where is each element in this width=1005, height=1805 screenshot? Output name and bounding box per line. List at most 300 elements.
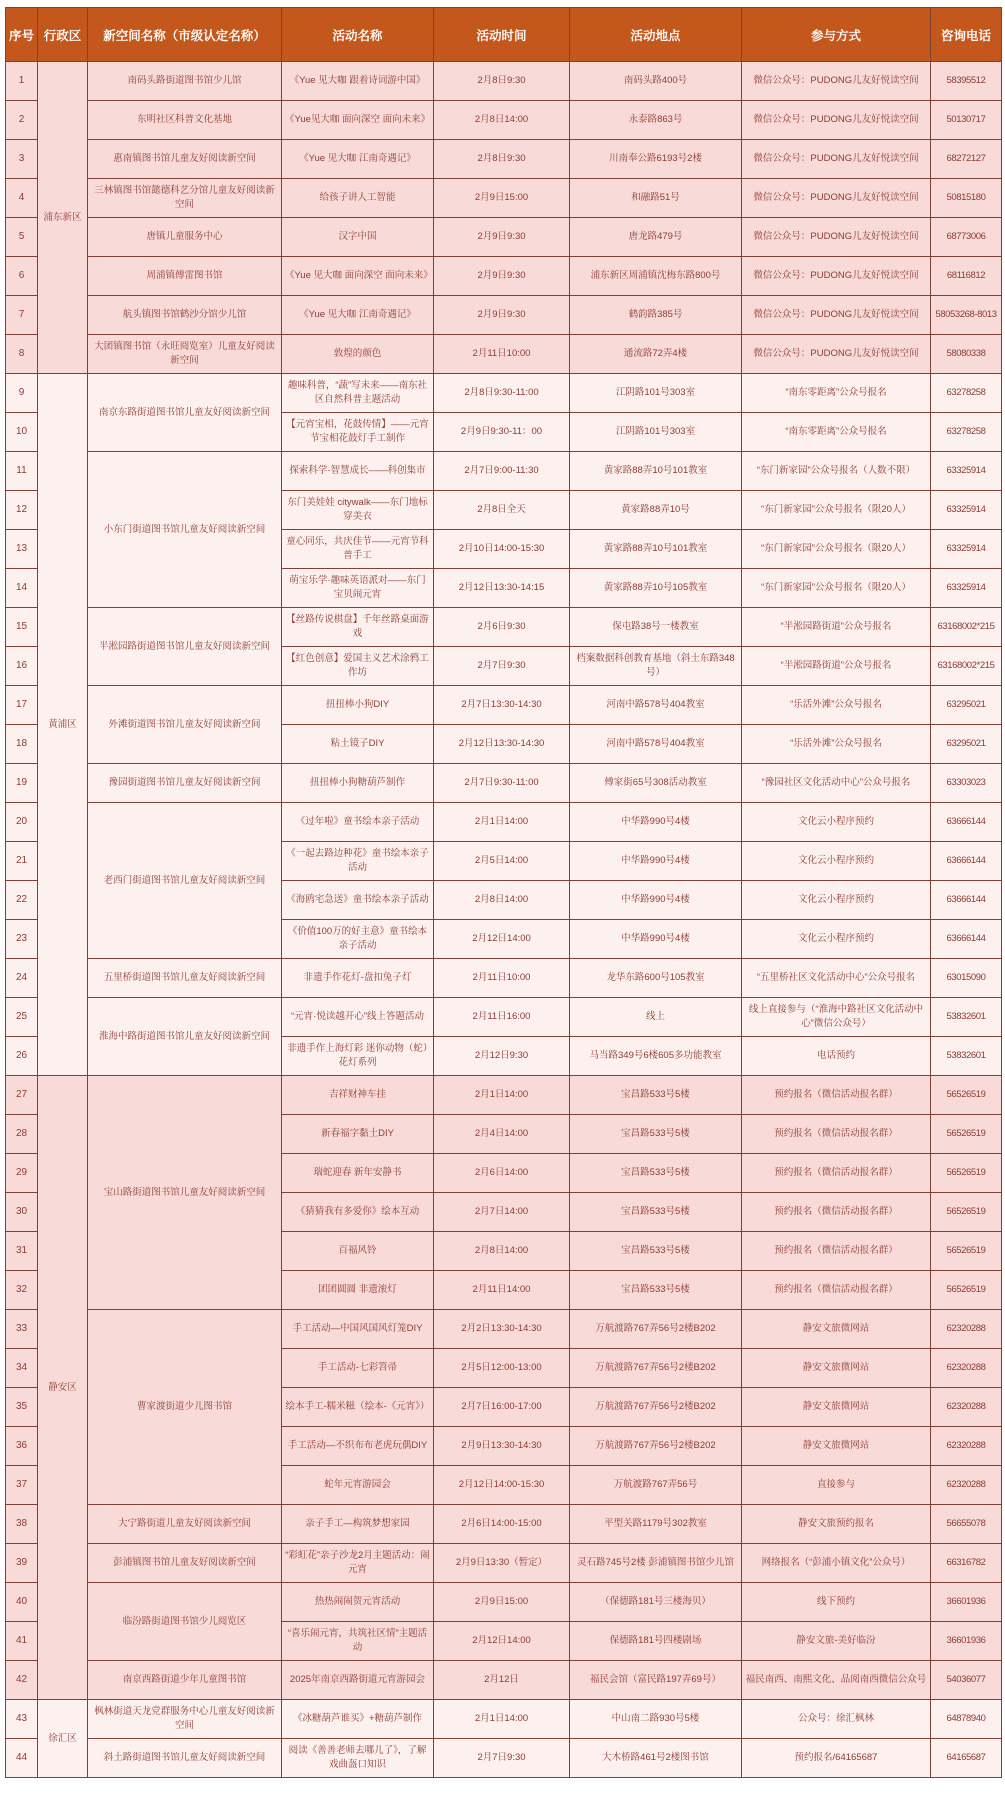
cell-activity-name: 绘本手工-糯米糍（绘本-《元宵》） [282, 1388, 434, 1427]
cell-serial-number: 20 [6, 803, 38, 842]
cell-serial-number: 9 [6, 374, 38, 413]
cell-activity-name: 阅读《善善老师去哪儿了》，了解戏曲盔口知识 [282, 1739, 434, 1778]
header-district: 行政区 [38, 8, 88, 62]
cell-phone: 53832601 [931, 998, 1002, 1037]
cell-participation-method: 直接参与 [742, 1466, 931, 1505]
cell-space-name: 航头镇图书馆鹤沙分馆少儿馆 [88, 296, 282, 335]
cell-activity-time: 2月7日13:30-14:30 [434, 686, 570, 725]
cell-serial-number: 5 [6, 218, 38, 257]
cell-activity-time: 2月1日14:00 [434, 1700, 570, 1739]
cell-activity-name: 萌宝乐学·趣味英语派对——东门宝贝闹元宵 [282, 569, 434, 608]
cell-participation-method: “豫园社区文化活动中心”公众号报名 [742, 764, 931, 803]
cell-space-name: 五里桥街道图书馆儿童友好阅读新空间 [88, 959, 282, 998]
cell-activity-place: 保屯路38号一楼教室 [570, 608, 742, 647]
cell-serial-number: 23 [6, 920, 38, 959]
cell-participation-method: 预约报名（微信活动报名群） [742, 1076, 931, 1115]
cell-activity-time: 2月7日9:30-11:00 [434, 764, 570, 803]
table-row [6, 1544, 1002, 1583]
table-row [6, 62, 1002, 101]
cell-activity-name: 《Yue 见大咖 跟着诗词游中国》 [282, 62, 434, 101]
cell-activity-name: 手工活动-七彩笤帚 [282, 1349, 434, 1388]
cell-participation-method: “乐活外滩”公众号报名 [742, 686, 931, 725]
cell-activity-place: 万航渡路767弄56号2楼B202 [570, 1388, 742, 1427]
cell-space-name: 东明社区科普文化基地 [88, 101, 282, 140]
cell-participation-method: “东门新家园”公众号报名（限20人） [742, 569, 931, 608]
cell-activity-time: 2月9日15:00 [434, 179, 570, 218]
cell-serial-number: 29 [6, 1154, 38, 1193]
cell-serial-number: 31 [6, 1232, 38, 1271]
cell-phone: 56526519 [931, 1271, 1002, 1310]
table-row [6, 1505, 1002, 1544]
cell-serial-number: 13 [6, 530, 38, 569]
cell-activity-place: 福民会馆（富民路197弄69号） [570, 1661, 742, 1700]
cell-serial-number: 11 [6, 452, 38, 491]
cell-phone: 64878940 [931, 1700, 1002, 1739]
cell-activity-time: 2月8日14:00 [434, 1232, 570, 1271]
cell-participation-method: “乐活外滩”公众号报名 [742, 725, 931, 764]
cell-phone: 58080338 [931, 335, 1002, 374]
cell-serial-number: 38 [6, 1505, 38, 1544]
cell-activity-place: 宝昌路533号5楼 [570, 1115, 742, 1154]
cell-activity-place: 和融路51号 [570, 179, 742, 218]
cell-activity-name: 百福风铃 [282, 1232, 434, 1271]
cell-activity-name: 《价值100万的好主意》童书绘本亲子活动 [282, 920, 434, 959]
cell-phone: 53832601 [931, 1037, 1002, 1076]
cell-activity-time: 2月5日12:00-13:00 [434, 1349, 570, 1388]
cell-activity-name: 《一起去路边种花》童书绘本亲子活动 [282, 842, 434, 881]
table-row [6, 1700, 1002, 1739]
cell-activity-name: 扭扭棒小狗糖葫芦制作 [282, 764, 434, 803]
cell-activity-time: 2月1日14:00 [434, 1076, 570, 1115]
cell-activity-name: 瑞蛇迎春 新年安静书 [282, 1154, 434, 1193]
cell-serial-number: 39 [6, 1544, 38, 1583]
cell-phone: 62320288 [931, 1388, 1002, 1427]
cell-serial-number: 24 [6, 959, 38, 998]
cell-activity-place: 中华路990号4楼 [570, 842, 742, 881]
cell-participation-method: 预约报名/64165687 [742, 1739, 931, 1778]
cell-phone: 66316782 [931, 1544, 1002, 1583]
cell-participation-method: 预约报名（微信活动报名群） [742, 1271, 931, 1310]
cell-participation-method: 电话预约 [742, 1037, 931, 1076]
cell-serial-number: 19 [6, 764, 38, 803]
cell-activity-time: 2月9日9:30 [434, 296, 570, 335]
cell-participation-method: 静安文旅微网站 [742, 1349, 931, 1388]
cell-phone: 63325914 [931, 569, 1002, 608]
cell-participation-method: “东门新家园”公众号报名（限20人） [742, 530, 931, 569]
cell-activity-time: 2月8日全天 [434, 491, 570, 530]
cell-activity-place: 大木桥路461号2楼图书馆 [570, 1739, 742, 1778]
cell-participation-method: 微信公众号：PUDONG儿友好悦读空间 [742, 179, 931, 218]
cell-phone: 56655078 [931, 1505, 1002, 1544]
cell-activity-place: 浦东新区周浦镇沈梅东路800号 [570, 257, 742, 296]
cell-participation-method: 静安文旅微网站 [742, 1388, 931, 1427]
cell-activity-name: 敦煌的颜色 [282, 335, 434, 374]
cell-activity-name: 东门美娃娃 citywalk——东门地标穿美衣 [282, 491, 434, 530]
cell-activity-place: 黄家路88弄10号 [570, 491, 742, 530]
cell-activity-place: 黄家路88弄10号105教室 [570, 569, 742, 608]
cell-participation-method: “南东零距离”公众号报名 [742, 374, 931, 413]
cell-participation-method: “东门新家园”公众号报名（人数不限） [742, 452, 931, 491]
cell-activity-name: 《猜猜我有多爱你》绘本互动 [282, 1193, 434, 1232]
cell-space-name: 南码头路街道图书馆少儿馆 [88, 62, 282, 101]
cell-activity-time: 2月12日13:30-14:30 [434, 725, 570, 764]
cell-phone: 63295021 [931, 686, 1002, 725]
cell-activity-place: 宝昌路533号5楼 [570, 1271, 742, 1310]
table-row [6, 1310, 1002, 1349]
cell-participation-method: 微信公众号：PUDONG儿友好悦读空间 [742, 296, 931, 335]
cell-activity-time: 2月11日10:00 [434, 959, 570, 998]
cell-activity-place: 永泰路863号 [570, 101, 742, 140]
cell-activity-place: 中山南二路930号5楼 [570, 1700, 742, 1739]
table-row [6, 257, 1002, 296]
cell-phone: 62320288 [931, 1427, 1002, 1466]
cell-serial-number: 28 [6, 1115, 38, 1154]
cell-serial-number: 43 [6, 1700, 38, 1739]
cell-space-name: 外滩街道图书馆儿童友好阅读新空间 [88, 686, 282, 764]
cell-activity-name: 手工活动—不织布布老虎玩偶DIY [282, 1427, 434, 1466]
cell-participation-method: “半淞园路街道”公众号报名 [742, 647, 931, 686]
children-reading-activities-table [5, 7, 1002, 1778]
cell-serial-number: 41 [6, 1622, 38, 1661]
cell-phone: 68773006 [931, 218, 1002, 257]
cell-activity-name: 扭扭棒小狗DIY [282, 686, 434, 725]
cell-space-name: 枫林街道天龙党群服务中心儿童友好阅读新空间 [88, 1700, 282, 1739]
cell-phone: 56526519 [931, 1193, 1002, 1232]
cell-phone: 63168002*215 [931, 608, 1002, 647]
cell-phone: 63666144 [931, 803, 1002, 842]
cell-phone: 63278258 [931, 374, 1002, 413]
table-header-row [6, 8, 1002, 62]
cell-activity-time: 2月9日13:30（暂定） [434, 1544, 570, 1583]
header-activity-name: 活动名称 [282, 8, 434, 62]
cell-space-name: 淮海中路街道图书馆儿童友好阅读新空间 [88, 998, 282, 1076]
cell-activity-place: 黄家路88弄10号101教室 [570, 452, 742, 491]
cell-space-name: 南京东路街道图书馆儿童友好阅读新空间 [88, 374, 282, 452]
cell-activity-name: 《Yue 见大咖 江南奇遇记》 [282, 140, 434, 179]
cell-participation-method: 预约报名（微信活动报名群） [742, 1232, 931, 1271]
cell-activity-time: 2月12日9:30 [434, 1037, 570, 1076]
cell-space-name: 三林镇图书馆懿德科艺分馆儿童友好阅读新空间 [88, 179, 282, 218]
cell-activity-time: 2月11日10:00 [434, 335, 570, 374]
cell-activity-place: 中华路990号4楼 [570, 803, 742, 842]
cell-activity-time: 2月12日14:00 [434, 920, 570, 959]
cell-activity-time: 2月9日9:30 [434, 257, 570, 296]
cell-serial-number: 14 [6, 569, 38, 608]
cell-activity-time: 2月12日13:30-14:15 [434, 569, 570, 608]
cell-serial-number: 36 [6, 1427, 38, 1466]
table-row [6, 296, 1002, 335]
cell-activity-place: 通流路72弄4楼 [570, 335, 742, 374]
cell-phone: 56526519 [931, 1115, 1002, 1154]
cell-activity-place: 江阴路101号303室 [570, 413, 742, 452]
cell-space-name: 曹家渡街道少儿图书馆 [88, 1310, 282, 1505]
cell-phone: 56526519 [931, 1154, 1002, 1193]
cell-serial-number: 6 [6, 257, 38, 296]
cell-activity-name: 手工活动—中国风国风灯笼DIY [282, 1310, 434, 1349]
cell-activity-time: 2月7日14:00 [434, 1193, 570, 1232]
cell-activity-name: 《冰糖葫芦谁买》+糖葫芦制作 [282, 1700, 434, 1739]
cell-serial-number: 4 [6, 179, 38, 218]
cell-district: 徐汇区 [38, 1700, 88, 1778]
cell-serial-number: 34 [6, 1349, 38, 1388]
cell-activity-name: 《海鸥宅急送》童书绘本亲子活动 [282, 881, 434, 920]
table-row [6, 452, 1002, 491]
cell-activity-time: 2月7日9:00-11:30 [434, 452, 570, 491]
cell-activity-name: 非遗手作花灯-盘扣兔子灯 [282, 959, 434, 998]
cell-phone: 68272127 [931, 140, 1002, 179]
cell-participation-method: 微信公众号：PUDONG儿友好悦读空间 [742, 335, 931, 374]
cell-serial-number: 18 [6, 725, 38, 764]
cell-serial-number: 33 [6, 1310, 38, 1349]
cell-activity-name: 【丝路传说棋盘】千年丝路桌面游戏 [282, 608, 434, 647]
cell-serial-number: 17 [6, 686, 38, 725]
cell-activity-name: 吉祥财神车挂 [282, 1076, 434, 1115]
cell-participation-method: 预约报名（微信活动报名群） [742, 1193, 931, 1232]
cell-activity-name: 热热闹闹贺元宵活动 [282, 1583, 434, 1622]
cell-participation-method: 网络报名（“彭浦小镇文化”公众号） [742, 1544, 931, 1583]
cell-phone: 36601936 [931, 1622, 1002, 1661]
cell-district: 黄浦区 [38, 374, 88, 1076]
table-row [6, 608, 1002, 647]
table-row [6, 959, 1002, 998]
cell-activity-place: 宝昌路533号5楼 [570, 1076, 742, 1115]
cell-participation-method: 线下预约 [742, 1583, 931, 1622]
cell-participation-method: 微信公众号：PUDONG儿友好悦读空间 [742, 218, 931, 257]
cell-participation-method: “南东零距离”公众号报名 [742, 413, 931, 452]
cell-activity-name: “喜乐闹元宵，共筑社区情”主题活动 [282, 1622, 434, 1661]
cell-activity-place: 中华路990号4楼 [570, 920, 742, 959]
cell-phone: 63295021 [931, 725, 1002, 764]
cell-participation-method: “半淞园路街道”公众号报名 [742, 608, 931, 647]
cell-participation-method: 静安文旅-美好临汾 [742, 1622, 931, 1661]
cell-activity-place: 江阴路101号303室 [570, 374, 742, 413]
cell-activity-name: “彩虹花”亲子沙龙2月主题活动：闹元宵 [282, 1544, 434, 1583]
cell-phone: 56526519 [931, 1232, 1002, 1271]
cell-activity-time: 2月8日9:30 [434, 62, 570, 101]
cell-phone: 58053268-8013 [931, 296, 1002, 335]
cell-participation-method: 文化云小程序预约 [742, 920, 931, 959]
cell-phone: 58395512 [931, 62, 1002, 101]
cell-activity-time: 2月6日14:00 [434, 1154, 570, 1193]
cell-phone: 64165687 [931, 1739, 1002, 1778]
cell-serial-number: 7 [6, 296, 38, 335]
cell-participation-method: “东门新家园”公众号报名（限20人） [742, 491, 931, 530]
cell-participation-method: 微信公众号：PUDONG儿友好悦读空间 [742, 101, 931, 140]
cell-space-name: 惠南镇图书馆儿童友好阅读新空间 [88, 140, 282, 179]
cell-activity-time: 2月8日14:00 [434, 101, 570, 140]
cell-participation-method: 微信公众号：PUDONG儿友好悦读空间 [742, 62, 931, 101]
cell-phone: 63325914 [931, 452, 1002, 491]
cell-phone: 54036077 [931, 1661, 1002, 1700]
cell-participation-method: “五里桥社区文化活动中心”公众号报名 [742, 959, 931, 998]
cell-activity-time: 2月4日14:00 [434, 1115, 570, 1154]
cell-serial-number: 1 [6, 62, 38, 101]
cell-activity-time: 2月10日14:00-15:30 [434, 530, 570, 569]
cell-activity-place: 傅家街65号308活动教室 [570, 764, 742, 803]
cell-participation-method: 静安文旅预约报名 [742, 1505, 931, 1544]
header-phone: 咨询电话 [931, 8, 1002, 62]
cell-space-name: 临汾路街道图书馆少儿阅览区 [88, 1583, 282, 1661]
cell-participation-method: 预约报名（微信活动报名群） [742, 1115, 931, 1154]
table-row [6, 140, 1002, 179]
cell-activity-name: 《Yue见大咖 面向深空 面向未来》 [282, 101, 434, 140]
table-row [6, 1583, 1002, 1622]
cell-activity-time: 2月7日9:30 [434, 1739, 570, 1778]
cell-serial-number: 37 [6, 1466, 38, 1505]
cell-activity-place: 河南中路578号404教室 [570, 686, 742, 725]
table-row [6, 335, 1002, 374]
cell-activity-name: 《Yue 见大咖 面向深空 面向未来》 [282, 257, 434, 296]
cell-activity-time: 2月2日13:30-14:30 [434, 1310, 570, 1349]
cell-phone: 50815180 [931, 179, 1002, 218]
cell-activity-name: 亲子手工—构筑梦想家园 [282, 1505, 434, 1544]
cell-activity-name: 童心同乐，共庆佳节——元宵节科普手工 [282, 530, 434, 569]
cell-space-name: 老西门街道图书馆儿童友好阅读新空间 [88, 803, 282, 959]
cell-activity-name: 【元宵宝相，花鼓传情】——元宵节宝相花鼓灯手工制作 [282, 413, 434, 452]
cell-serial-number: 42 [6, 1661, 38, 1700]
cell-activity-place: 万航渡路767弄56号2楼B202 [570, 1427, 742, 1466]
cell-phone: 63303023 [931, 764, 1002, 803]
cell-activity-time: 2月11日16:00 [434, 998, 570, 1037]
cell-participation-method: 静安文旅微网站 [742, 1310, 931, 1349]
cell-activity-time: 2月11日14:00 [434, 1271, 570, 1310]
cell-phone: 63015090 [931, 959, 1002, 998]
cell-participation-method: 公众号：徐汇枫林 [742, 1700, 931, 1739]
cell-serial-number: 3 [6, 140, 38, 179]
cell-serial-number: 26 [6, 1037, 38, 1076]
cell-serial-number: 27 [6, 1076, 38, 1115]
cell-space-name: 周浦镇傅雷图书馆 [88, 257, 282, 296]
cell-activity-time: 2月1日14:00 [434, 803, 570, 842]
cell-serial-number: 32 [6, 1271, 38, 1310]
header-serial-number: 序号 [6, 8, 38, 62]
table-row [6, 1739, 1002, 1778]
cell-serial-number: 16 [6, 647, 38, 686]
cell-activity-place: 龙华东路600号105教室 [570, 959, 742, 998]
cell-activity-place: 唐龙路479号 [570, 218, 742, 257]
cell-activity-name: 汉字中国 [282, 218, 434, 257]
table-row [6, 803, 1002, 842]
cell-activity-place: 保德路181号四楼剧场 [570, 1622, 742, 1661]
cell-activity-name: 趣味科普，“蔬”写未来——南东社区自然科普主题活动 [282, 374, 434, 413]
cell-phone: 63666144 [931, 920, 1002, 959]
cell-activity-place: 灵石路745号2楼 彭浦镇图书馆少儿馆 [570, 1544, 742, 1583]
cell-serial-number: 21 [6, 842, 38, 881]
cell-serial-number: 25 [6, 998, 38, 1037]
cell-activity-name: 《Yue 见大咖 江南奇遇记》 [282, 296, 434, 335]
cell-phone: 63666144 [931, 881, 1002, 920]
cell-phone: 68116812 [931, 257, 1002, 296]
cell-activity-time: 2月7日9:30 [434, 647, 570, 686]
cell-activity-place: 马当路349号6楼605多功能教室 [570, 1037, 742, 1076]
cell-participation-method: 福民南西、南熙文化、品阅南西微信公众号 [742, 1661, 931, 1700]
cell-activity-place: 宝昌路533号5楼 [570, 1193, 742, 1232]
cell-activity-time: 2月9日9:30-11：00 [434, 413, 570, 452]
cell-activity-time: 2月12日14:00-15:30 [434, 1466, 570, 1505]
cell-activity-place: 平型关路1179号302教室 [570, 1505, 742, 1544]
cell-phone: 36601936 [931, 1583, 1002, 1622]
table-row [6, 179, 1002, 218]
cell-participation-method: 微信公众号：PUDONG儿友好悦读空间 [742, 140, 931, 179]
cell-serial-number: 22 [6, 881, 38, 920]
cell-district: 浦东新区 [38, 62, 88, 374]
cell-phone: 63168002*215 [931, 647, 1002, 686]
cell-space-name: 宝山路街道图书馆儿童友好阅读新空间 [88, 1076, 282, 1310]
table-row [6, 1076, 1002, 1115]
cell-activity-place: 档案数据科创教育基地（斜土东路348号） [570, 647, 742, 686]
table-row [6, 1661, 1002, 1700]
cell-activity-name: “元宵·悦读越开心”线上答题活动 [282, 998, 434, 1037]
cell-activity-place: （保德路181号三楼海贝） [570, 1583, 742, 1622]
cell-space-name: 南京西路街道少年儿童图书馆 [88, 1661, 282, 1700]
header-activity-time: 活动时间 [434, 8, 570, 62]
cell-participation-method: 微信公众号：PUDONG儿友好悦读空间 [742, 257, 931, 296]
cell-phone: 63278258 [931, 413, 1002, 452]
cell-activity-time: 2月8日9:30 [434, 140, 570, 179]
cell-participation-method: 线上直接参与（“淮海中路社区文化活动中心”微信公众号） [742, 998, 931, 1037]
cell-activity-name: 非遗手作上海灯彩 迷你动物（蛇）花灯系列 [282, 1037, 434, 1076]
cell-activity-place: 线上 [570, 998, 742, 1037]
cell-participation-method: 预约报名（微信活动报名群） [742, 1154, 931, 1193]
cell-serial-number: 44 [6, 1739, 38, 1778]
cell-phone: 62320288 [931, 1466, 1002, 1505]
cell-serial-number: 40 [6, 1583, 38, 1622]
cell-activity-name: 探索科学·智慧成长——科创集市 [282, 452, 434, 491]
cell-activity-name: 【红色创意】爱国主义艺术涂鸦工作坊 [282, 647, 434, 686]
table-row [6, 764, 1002, 803]
cell-phone: 62320288 [931, 1349, 1002, 1388]
cell-space-name: 唐镇儿童服务中心 [88, 218, 282, 257]
cell-space-name: 彭浦镇图书馆儿童友好阅读新空间 [88, 1544, 282, 1583]
cell-serial-number: 35 [6, 1388, 38, 1427]
cell-phone: 62320288 [931, 1310, 1002, 1349]
cell-district: 静安区 [38, 1076, 88, 1700]
cell-space-name: 大团镇图书馆（永旺阅览室）儿童友好阅读新空间 [88, 335, 282, 374]
cell-activity-name: 《过年啦》童书绘本亲子活动 [282, 803, 434, 842]
cell-activity-name: 团团圆圆 非遗滚灯 [282, 1271, 434, 1310]
cell-activity-time: 2月6日14:00-15:00 [434, 1505, 570, 1544]
table-row [6, 218, 1002, 257]
cell-activity-time: 2月12日 [434, 1661, 570, 1700]
table-row [6, 998, 1002, 1037]
cell-space-name: 豫园街道图书馆儿童友好阅读新空间 [88, 764, 282, 803]
cell-phone: 56526519 [931, 1076, 1002, 1115]
table-row [6, 101, 1002, 140]
cell-activity-name: 2025年南京西路街道元宵游园会 [282, 1661, 434, 1700]
cell-phone: 50130717 [931, 101, 1002, 140]
cell-activity-name: 蛇年元宵游园会 [282, 1466, 434, 1505]
cell-activity-place: 黄家路88弄10号101教室 [570, 530, 742, 569]
cell-activity-place: 川南奉公路6193号2楼 [570, 140, 742, 179]
cell-activity-name: 给孩子讲人工智能 [282, 179, 434, 218]
cell-phone: 63325914 [931, 491, 1002, 530]
cell-participation-method: 文化云小程序预约 [742, 842, 931, 881]
table-row [6, 686, 1002, 725]
cell-activity-place: 宝昌路533号5楼 [570, 1154, 742, 1193]
cell-participation-method: 文化云小程序预约 [742, 881, 931, 920]
cell-activity-time: 2月6日9:30 [434, 608, 570, 647]
cell-activity-place: 南码头路400号 [570, 62, 742, 101]
cell-space-name: 小东门街道图书馆儿童友好阅读新空间 [88, 452, 282, 608]
cell-activity-time: 2月8日9:30-11:00 [434, 374, 570, 413]
cell-phone: 63666144 [931, 842, 1002, 881]
cell-activity-place: 万航渡路767弄56号2楼B202 [570, 1310, 742, 1349]
cell-activity-place: 万航渡路767弄56号 [570, 1466, 742, 1505]
cell-activity-time: 2月7日16:00-17:00 [434, 1388, 570, 1427]
header-space-name: 新空间名称（市级认定名称） [88, 8, 282, 62]
cell-serial-number: 2 [6, 101, 38, 140]
cell-activity-place: 鹤韵路385号 [570, 296, 742, 335]
